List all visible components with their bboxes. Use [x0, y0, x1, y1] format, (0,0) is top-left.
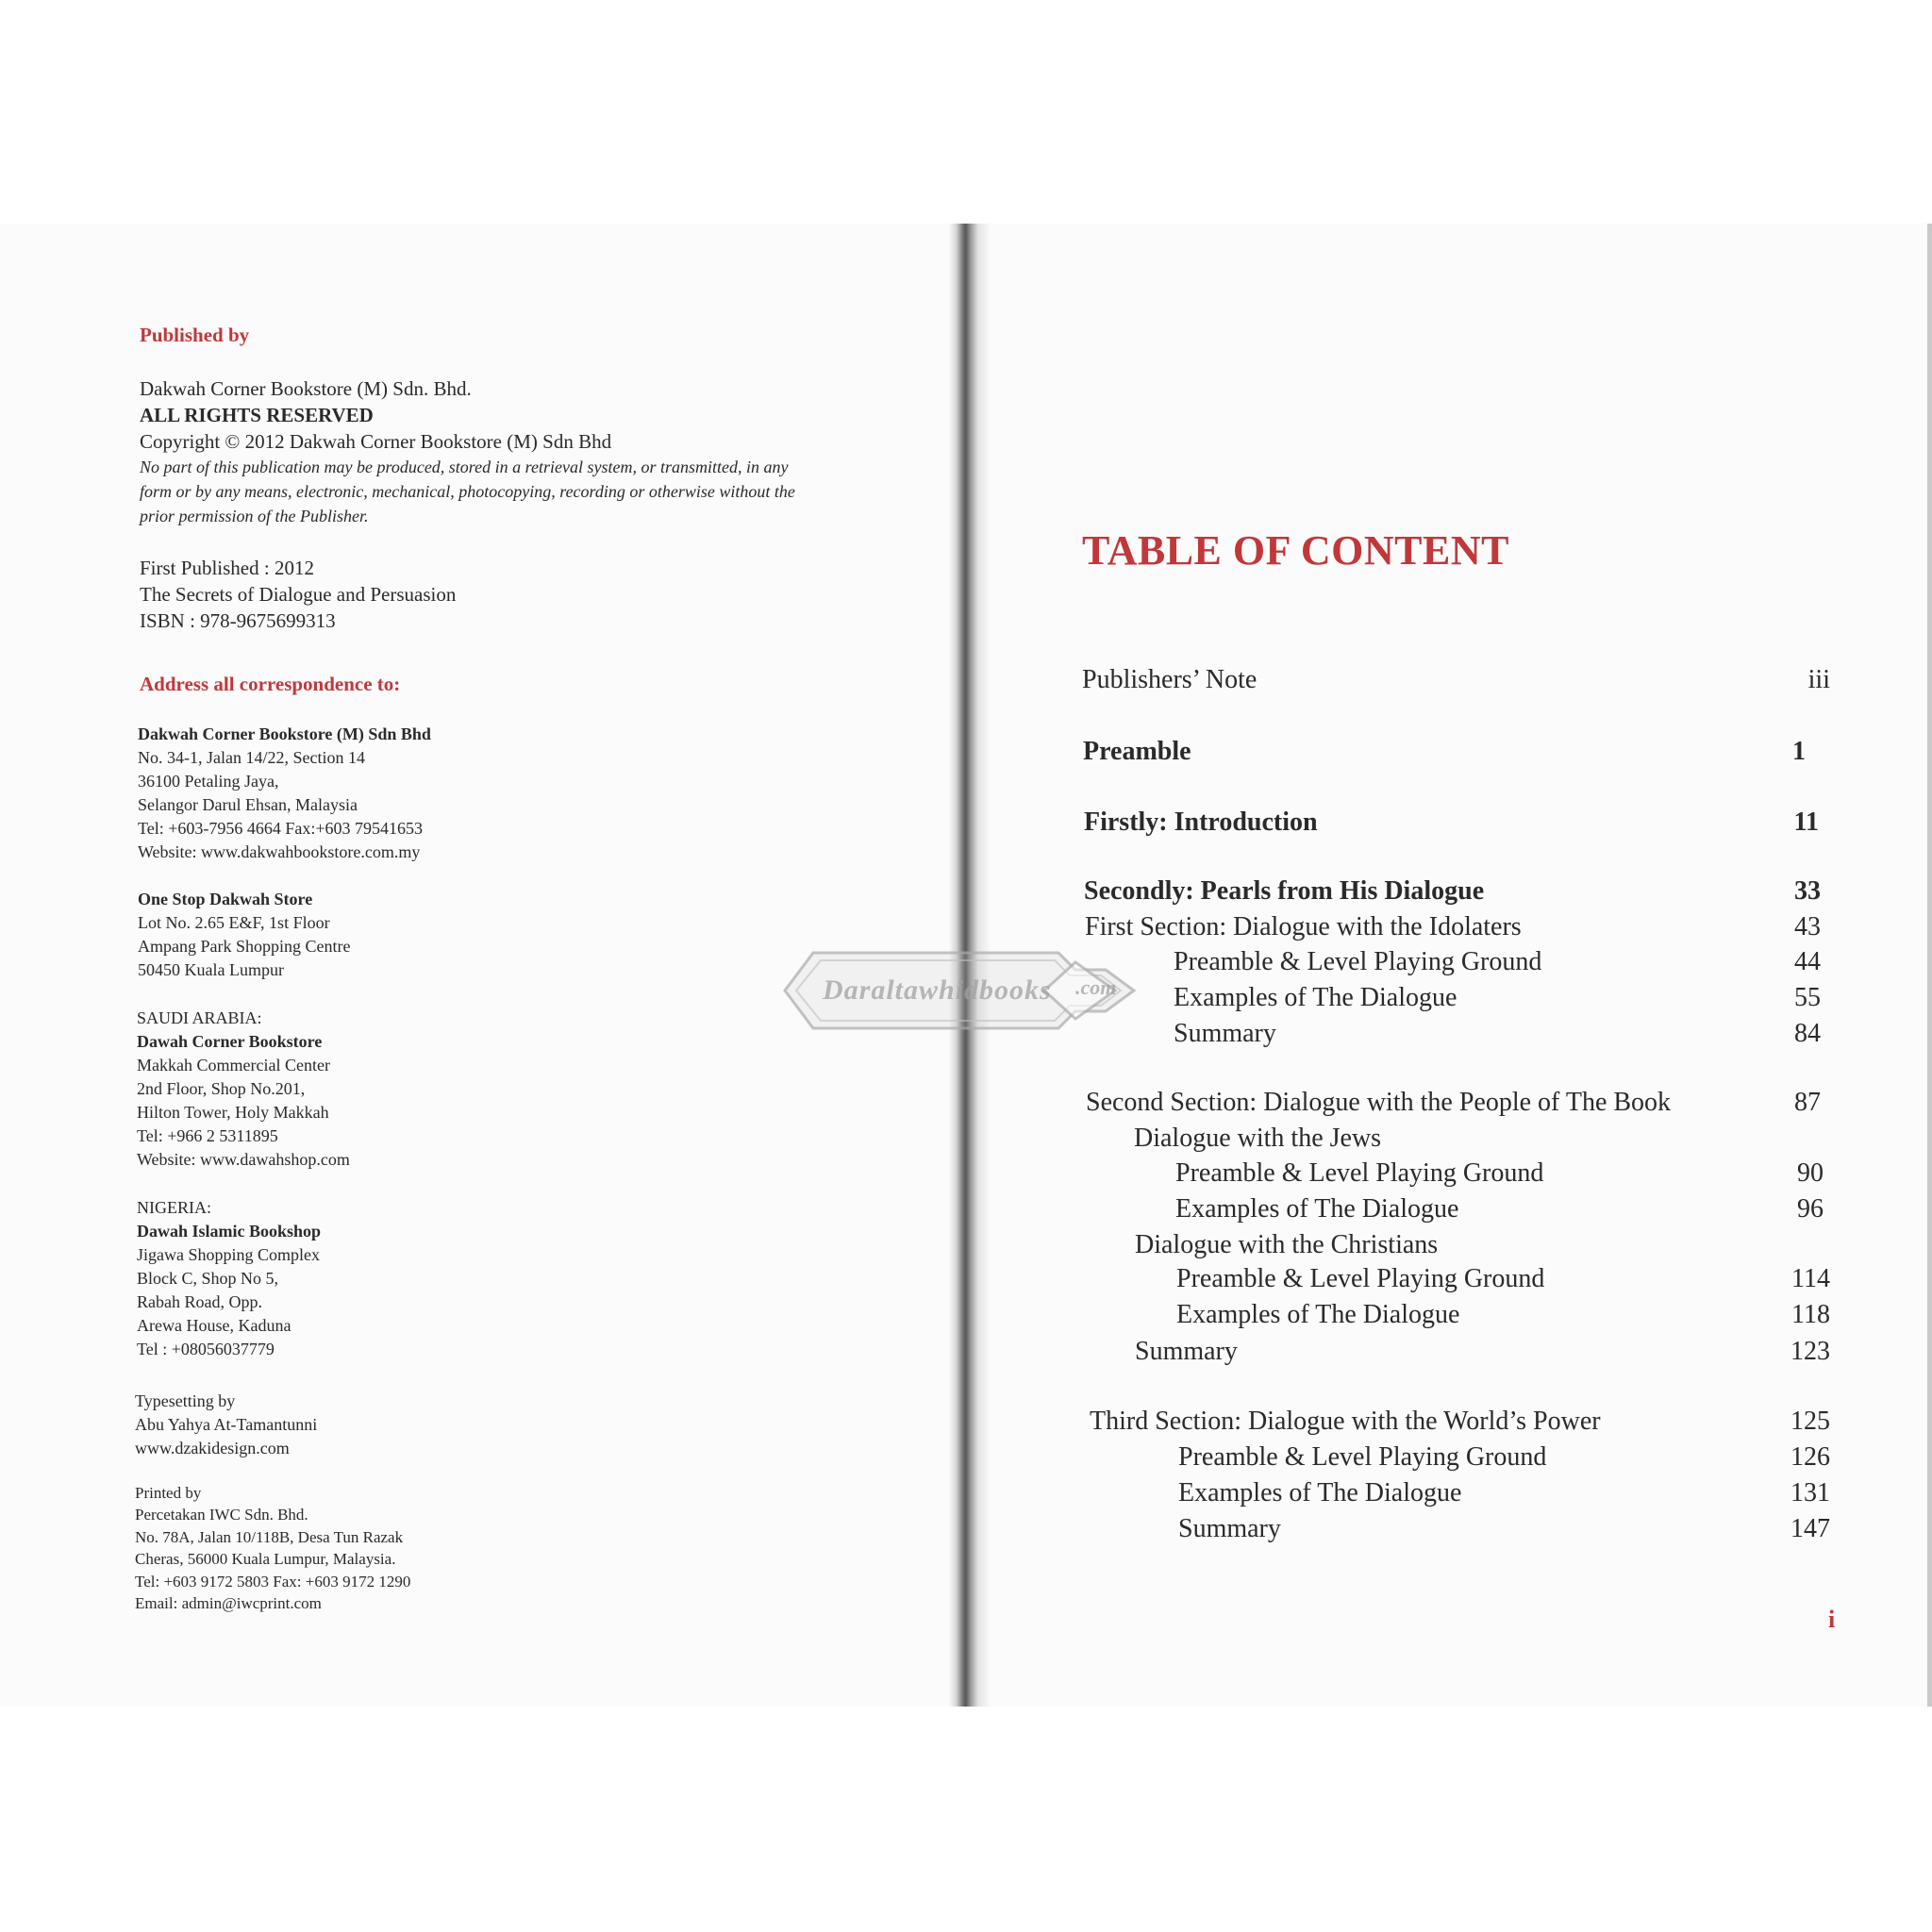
toc-entry-page: 1 — [1792, 737, 1806, 766]
address-line: Website: www.dawahshop.com — [137, 1150, 350, 1169]
address-line: NIGERIA: — [137, 1198, 211, 1217]
printed-line: Cheras, 56000 Kuala Lumpur, Malaysia. — [135, 1550, 396, 1569]
toc-entry-label: Firstly: Introduction — [1084, 808, 1318, 837]
toc-entry — [0, 874, 1932, 909]
toc-entry-page: 90 — [1797, 1158, 1824, 1188]
address-line: 36100 Petaling Jaya, — [138, 772, 279, 791]
address-line: Tel: +966 2 5311895 — [137, 1126, 278, 1145]
toc-entry — [0, 1297, 1932, 1333]
toc-entry — [0, 805, 1932, 841]
toc-entry-page: 147 — [1790, 1514, 1830, 1543]
toc-entry — [0, 662, 1932, 698]
edition-block — [140, 555, 456, 634]
address-line: SAUDI ARABIA: — [137, 1008, 262, 1027]
toc-entry-label: Preamble & Level Playing Ground — [1176, 1264, 1545, 1293]
address-line: Ampang Park Shopping Centre — [138, 937, 351, 956]
address-line: Selangor Darul Ehsan, Malaysia — [138, 795, 358, 814]
toc-entry-label: Dialogue with the Christians — [1135, 1230, 1439, 1259]
toc-entry-label: Preamble — [1083, 737, 1191, 766]
address-line: Dawah Islamic Bookshop — [137, 1222, 322, 1241]
toc-entry-page: 43 — [1794, 912, 1821, 941]
printed-line: Tel: +603 9172 5803 Fax: +603 9172 1290 — [135, 1572, 411, 1591]
toc-entry — [0, 1511, 1932, 1547]
toc-entry — [0, 1440, 1932, 1475]
address-line: 50450 Kuala Lumpur — [138, 960, 284, 979]
address-line: One Stop Dakwah Store — [138, 890, 313, 908]
address-line: 2nd Floor, Shop No.201, — [137, 1079, 306, 1098]
toc-entry-label: Summary — [1174, 1019, 1276, 1048]
address-line: Tel : +08056037779 — [137, 1340, 275, 1358]
toc-entry — [0, 1085, 1932, 1121]
toc-entry — [0, 1261, 1932, 1297]
toc-entry-label: Preamble & Level Playing Ground — [1178, 1442, 1547, 1472]
toc-title: TABLE OF CONTENT — [1082, 527, 1509, 574]
toc-entry-label: Summary — [1178, 1514, 1281, 1543]
typesetting-line: Typesetting by — [135, 1391, 236, 1410]
notice-line-3: prior permission of the Publisher. — [140, 507, 369, 525]
toc-entry-label: Second Section: Dialogue with the People of The Book — [1086, 1088, 1672, 1117]
first-published: First Published : 2012 — [140, 557, 314, 579]
address-line: Dawah Corner Bookstore — [137, 1032, 323, 1051]
toc-entry-label: Examples of The Dialogue — [1175, 1194, 1459, 1224]
address-line: Arewa House, Kaduna — [137, 1316, 291, 1335]
publisher-name: Dakwah Corner Bookstore (M) Sdn. Bhd. — [140, 377, 472, 400]
toc-entry — [0, 1191, 1932, 1227]
published-by-heading: Published by — [140, 324, 250, 346]
address-heading: Address all correspondence to: — [140, 673, 401, 695]
typesetting-line: www.dzakidesign.com — [135, 1439, 290, 1457]
toc-entry — [0, 1475, 1932, 1511]
watermark-text: Daraltawhidbooks — [823, 974, 1052, 1006]
toc-entry-page: iii — [1807, 665, 1830, 694]
address-line: Block C, Shop No 5, — [137, 1269, 279, 1288]
toc-entry-label: Secondly: Pearls from His Dialogue — [1084, 876, 1485, 906]
rights-reserved: ALL RIGHTS RESERVED — [140, 404, 374, 426]
toc-entry-page: 44 — [1794, 947, 1821, 976]
toc-entry-page: 126 — [1790, 1442, 1830, 1472]
toc-entry-label: Summary — [1135, 1337, 1238, 1366]
toc-entry-label: Examples of The Dialogue — [1178, 1478, 1462, 1507]
watermark-logo — [775, 943, 1172, 1038]
address-line: No. 34-1, Jalan 14/22, Section 14 — [138, 748, 365, 767]
isbn: ISBN : 978-9675699313 — [140, 609, 336, 632]
toc-entry-label: Third Section: Dialogue with the World’s Power — [1090, 1407, 1601, 1436]
address-line: Rabah Road, Opp. — [137, 1292, 262, 1311]
toc-entry-page: 11 — [1793, 808, 1819, 837]
toc-entry-page: 96 — [1797, 1194, 1824, 1224]
address-line: Makkah Commercial Center — [137, 1056, 330, 1074]
toc-entry — [0, 1156, 1932, 1191]
toc-entry-label: Dialogue with the Jews — [1134, 1124, 1382, 1153]
address-line: Lot No. 2.65 E&F, 1st Floor — [138, 913, 330, 932]
toc-entry-label: Examples of The Dialogue — [1174, 983, 1457, 1012]
toc-entry-label: First Section: Dialogue with the Idolaters — [1085, 912, 1522, 941]
watermark-suffix: .com — [1075, 975, 1117, 999]
toc-entry-label: Examples of The Dialogue — [1176, 1300, 1460, 1329]
notice-line-1: No part of this publication may be produced, stored in a retrieval system, or transmitted, in any — [140, 458, 789, 476]
book-title: The Secrets of Dialogue and Persuasion — [140, 583, 457, 606]
toc-entry-page: 131 — [1790, 1478, 1830, 1507]
address-line: Jigawa Shopping Complex — [137, 1245, 320, 1264]
address-line: Hilton Tower, Holy Makkah — [137, 1103, 329, 1122]
toc-entry-label: Publishers’ Note — [1082, 665, 1257, 694]
page-number: i — [1828, 1606, 1836, 1633]
toc-entry-page: 87 — [1794, 1088, 1821, 1117]
copyright-line: Copyright © 2012 Dakwah Corner Bookstore (M) Sdn Bhd — [140, 430, 612, 453]
toc-entry-page: 123 — [1790, 1337, 1830, 1366]
toc-entry — [0, 1121, 1932, 1157]
toc-entry-label: Preamble & Level Playing Ground — [1174, 947, 1542, 976]
toc-entry-page: 55 — [1794, 983, 1821, 1012]
publisher-block — [140, 375, 795, 528]
printed-line: Email: admin@iwcprint.com — [135, 1594, 322, 1613]
toc-entry — [0, 734, 1932, 770]
toc-entry — [0, 1227, 1932, 1263]
toc-entry-page: 118 — [1791, 1300, 1830, 1329]
typesetting-line: Abu Yahya At-Tamantunni — [135, 1415, 318, 1434]
toc-entry — [0, 909, 1932, 945]
toc-entry-page: 84 — [1794, 1019, 1821, 1048]
toc-entry-page: 125 — [1790, 1407, 1830, 1436]
printed-line: No. 78A, Jalan 10/118B, Desa Tun Razak — [135, 1527, 404, 1546]
address-line: Dakwah Corner Bookstore (M) Sdn Bhd — [138, 724, 431, 743]
printed-line: Printed by — [135, 1484, 202, 1502]
notice-line-2: form or by any means, electronic, mechanical, photocopying, recording or otherwise without the — [140, 482, 795, 501]
toc-entry — [0, 1334, 1932, 1370]
toc-entry-page: 114 — [1791, 1264, 1830, 1293]
address-line: Website: www.dakwahbookstore.com.my — [138, 842, 421, 861]
toc-entry-label: Preamble & Level Playing Ground — [1175, 1158, 1544, 1188]
address-line: Tel: +603-7956 4664 Fax:+603 79541653 — [138, 819, 424, 838]
toc-entry-page: 33 — [1794, 876, 1821, 906]
printed-line: Percetakan IWC Sdn. Bhd. — [135, 1506, 308, 1524]
toc-entry — [0, 1404, 1932, 1440]
